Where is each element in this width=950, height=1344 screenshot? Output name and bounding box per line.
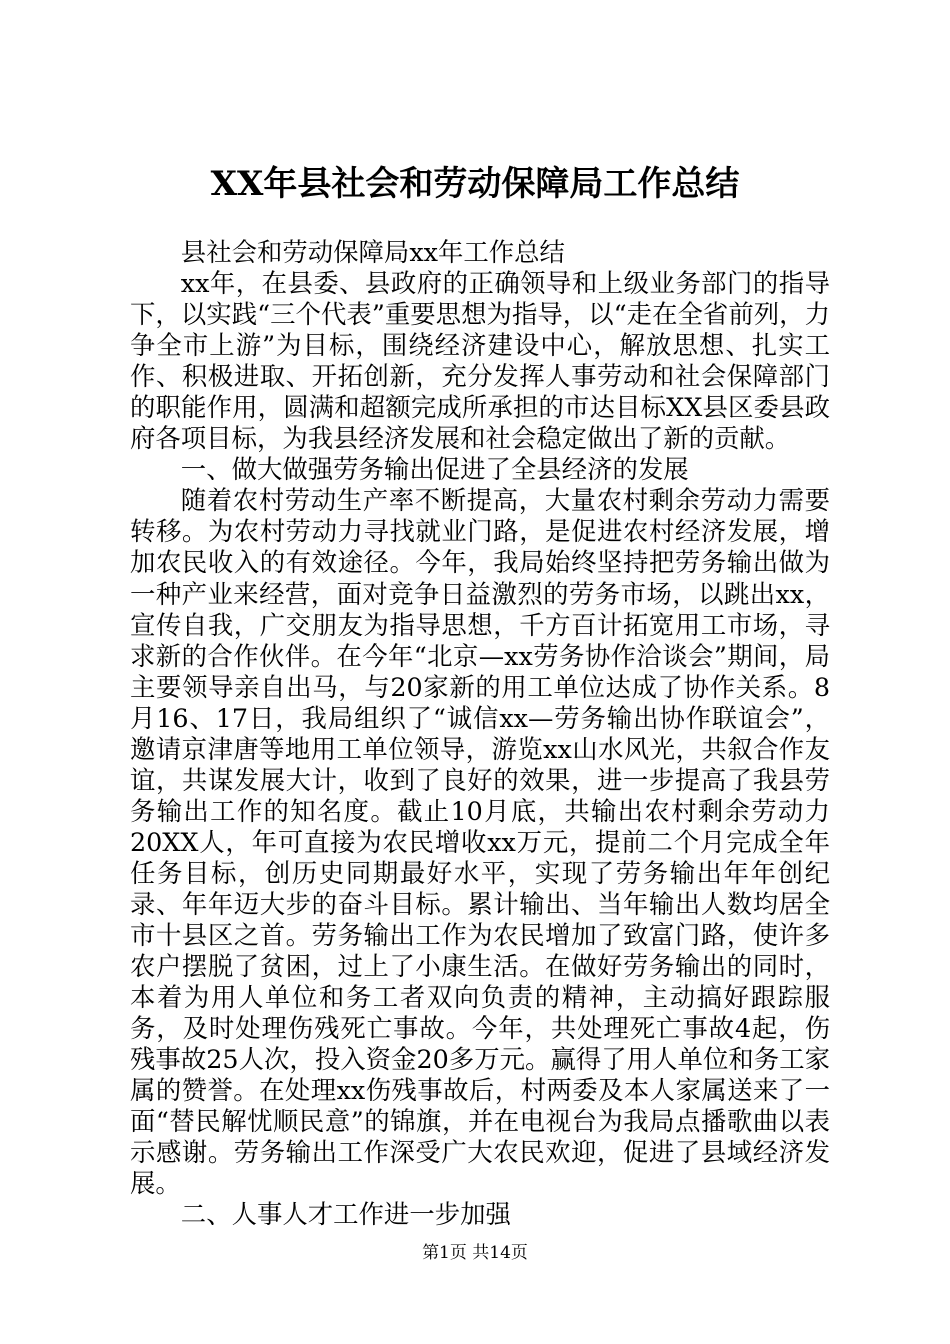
section-heading-1: 一、做大做强劳务输出促进了全县经济的发展 bbox=[180, 454, 689, 485]
paragraph-section-1: 随着农村劳动生产率不断提高，大量农村剩余劳动力需要转移。为农村劳动力寻找就业门路，是促进农村经济发展，增加农民收入的有效途径。今年，我局始终坚持把劳务输出做为一种产业来经营，面对竞争日益激烈的劳务市场，以跳出xx，宣传自我，广交朋友为指导思想，千方百计拓宽用工市场，寻求新的合作伙伴。在今年“北京—xx劳务协作洽谈会”期间，局主要领导亲自出马，与20家新的用工单位达成了协作关系。8月16、17日，我局组织了“诚信xx—劳务输出协作联谊会”，邀请京津唐等地用工单位领导，游览xx山水风光，共叙合作友谊，共谋发展大计，收到了良好的效果，进一步提高了我县劳务输出工作的知名度。截止10月底，共输出农村剩余劳动力20XX人，年可直接为农民增收xx万元，提前二个月完成全年任务目标，创历史同期最好水平，实现了劳务输出年年创纪录、年年迈大步的奋斗目标。累计输出、当年输出人数均居全市十县区之首。劳务输出工作为农民增加了致富门路，使许多农户摆脱了贫困，过上了小康生活。在做好劳务输出的同时，本着为用人单位和务工者双向负责的精神，主动搞好跟踪服务，及时处理伤残死亡事故。今年，共处理死亡事故4起，伤残事故25人次，投入资金20多万元。赢得了用人单位和务工家属的赞誉。在处理xx伤残事故后，村两委及本人家属送来了一面“替民解忧顺民意”的锦旗，并在电视台为我局点播歌曲以表示感谢。劳务输出工作深受广大农民欢迎，促进了县域经济发展。 bbox=[130, 485, 830, 1199]
paragraph-heading: 县社会和劳动保障局xx年工作总结 bbox=[180, 237, 565, 267]
section-heading-2: 二、人事人才工作进一步加强 bbox=[180, 1199, 511, 1230]
paragraph-intro: xx年，在县委、县政府的正确领导和上级业务部门的指导下，以实践“三个代表”重要思想为指导，以“走在全省前列，力争全市上游”为目标，围绕经济建设中心，解放思想、扎实工作、积极进取、开拓创新，充分发挥人事劳动和社会保障部门的职能作用，圆满和超额完成所承担的市达目标XX县区委县政府各项目标，为我县经济发展和社会稳定做出了新的贡献。 bbox=[130, 268, 830, 454]
page-number: 第1页 共14页 bbox=[422, 1243, 528, 1263]
document-body bbox=[130, 237, 830, 1231]
document-title: XX年县社会和劳动保障局工作总结 bbox=[210, 164, 740, 204]
